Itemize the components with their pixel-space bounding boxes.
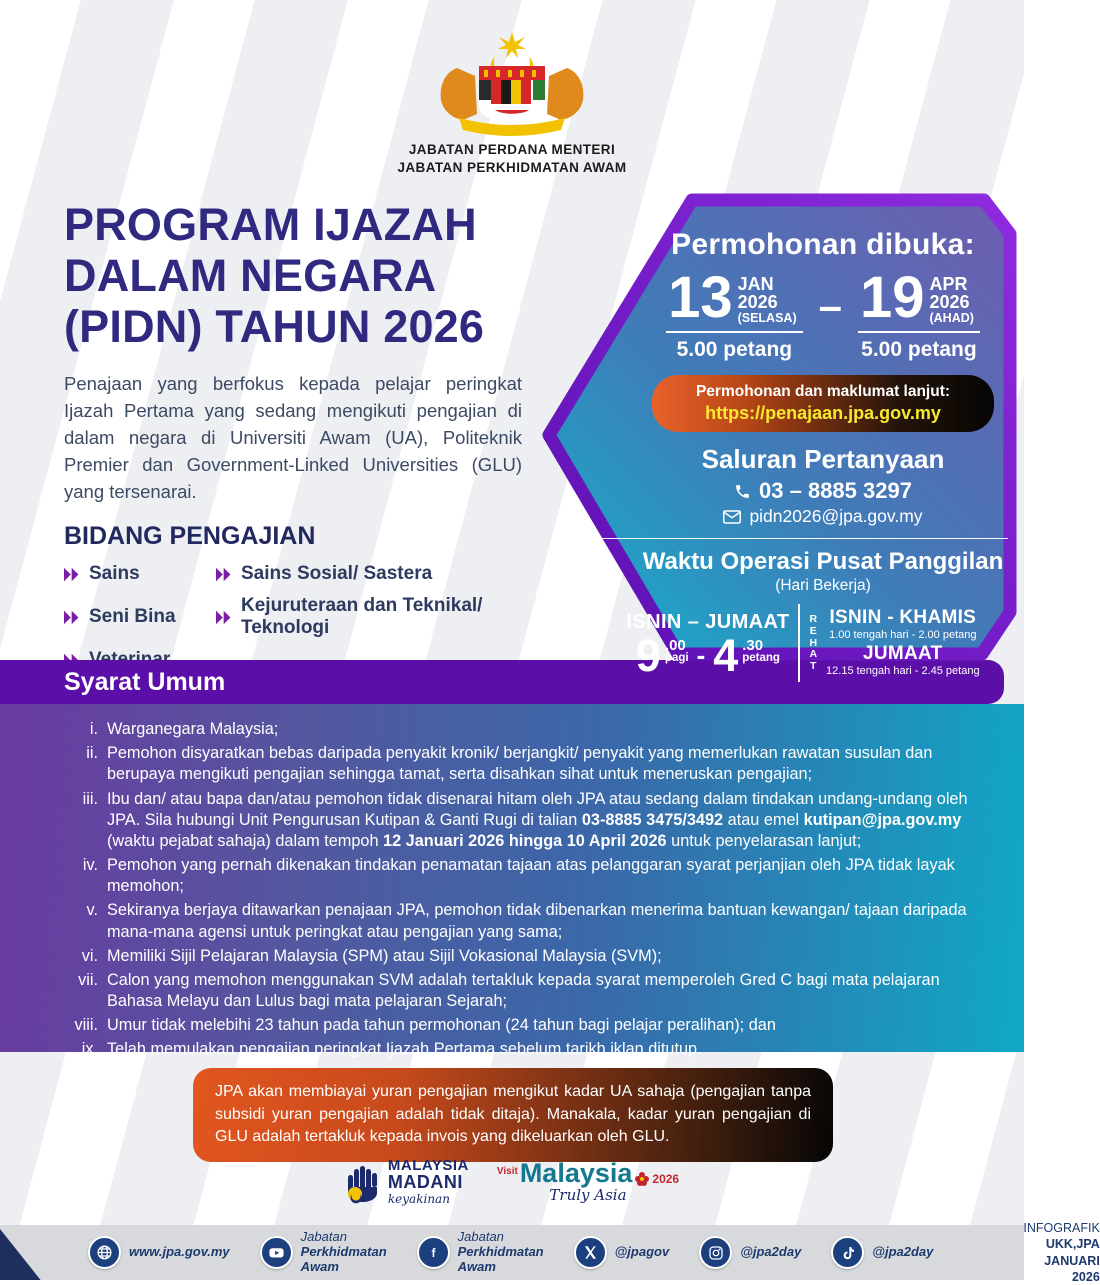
- svg-text:f: f: [431, 1245, 436, 1260]
- agency-line2: JABATAN PERKHIDMATAN AWAM: [397, 159, 627, 175]
- rehat-letter: A: [809, 648, 818, 661]
- operating-days: ISNIN – JUMAAT: [626, 610, 790, 633]
- syarat-item: [58, 946, 980, 967]
- rehat-letter: H: [809, 636, 818, 649]
- syarat-umum-heading: Syarat Umum: [64, 668, 226, 696]
- visit-label: Visit: [496, 1166, 518, 1177]
- hibiscus-icon: [634, 1171, 650, 1187]
- footer-bar: [0, 1221, 1100, 1284]
- syarat-item: [58, 719, 980, 740]
- end-day: 19: [859, 265, 925, 330]
- footer-social-tiktok[interactable]: [831, 1236, 933, 1269]
- footer-social-facebook[interactable]: [417, 1230, 544, 1275]
- application-url[interactable]: https://penajaan.jpa.gov.my: [705, 403, 941, 424]
- rehat-times: [826, 607, 980, 679]
- email-icon: [723, 510, 741, 524]
- syarat-item-text: Warganegara Malaysia;: [107, 720, 279, 738]
- intro-paragraph: Penajaan yang berfokus kepada pelajar peringkat Ijazah Pertama yang sedang mengikuti pengajian di dalam negara di Universiti Awam (UA), Politeknik Premier dan Government-Linked Universities (GLU) yang tersenarai.: [64, 373, 522, 502]
- bidang-item: [216, 595, 564, 639]
- hours-divider: [798, 604, 800, 682]
- footer-social-label: Jabatan Perkhidmatan Awam: [457, 1229, 544, 1274]
- start-day: 13: [668, 265, 733, 330]
- syarat-item-numeral: vii.: [78, 970, 98, 989]
- syarat-item: [58, 789, 980, 853]
- application-open-heading: Permohonan dibuka:: [671, 228, 975, 261]
- bidang-item: [64, 595, 212, 639]
- malaysia-coat-of-arms: [417, 30, 607, 143]
- bidang-item-label: Seni Bina: [89, 606, 176, 627]
- credit-line2: JANUARI 2026: [1044, 1253, 1100, 1284]
- footer-socials: [88, 1230, 933, 1275]
- syarat-item-numeral: iii.: [82, 789, 98, 808]
- syarat-item: [58, 900, 980, 942]
- syarat-item-numeral: iv.: [82, 856, 98, 875]
- end-time: 5.00 petang: [861, 338, 977, 362]
- syarat-item-text: Calon yang memohon menggunakan SVM adalah tertakluk kepada syarat memperoleh Gred C bagi mata pelajaran Bahasa Melayu dan Lulus bagi mata pelajaran Sejarah;: [107, 970, 940, 1011]
- footer-social-label: @jpa2day: [872, 1244, 934, 1260]
- call-center-subheading: (Hari Bekerja): [775, 577, 871, 595]
- syarat-umum-section: [0, 704, 1024, 1059]
- rehat-letter: T: [810, 660, 817, 673]
- bidang-item: [64, 563, 212, 585]
- rehat-letter: R: [809, 613, 818, 626]
- application-url-pill[interactable]: [652, 375, 994, 432]
- rehat-days: ISNIN - KHAMIS: [829, 607, 977, 629]
- facebook-icon: [417, 1236, 450, 1269]
- footer-social-label: www.jpa.gov.my: [129, 1244, 230, 1260]
- bidang-item-label: Kejuruteraan dan Teknikal/ Teknologi: [241, 595, 483, 638]
- logos-row: [0, 1158, 1024, 1205]
- globe-icon: [88, 1236, 121, 1269]
- visit-malaysia-word: Malaysia: [519, 1158, 633, 1188]
- title-line1: PROGRAM IJAZAH: [64, 199, 477, 250]
- syarat-item-numeral: vi.: [81, 946, 98, 965]
- syarat-item: [58, 855, 980, 897]
- footer-social-label: @jpagov: [614, 1244, 670, 1260]
- instagram-icon: [699, 1236, 732, 1269]
- rehat-letter: E: [809, 624, 817, 637]
- rehat-time: 1.00 tengah hari - 2.00 petang: [829, 629, 977, 642]
- title-line3: (PIDN) TAHUN 2026: [64, 300, 485, 352]
- contact-email-row[interactable]: [638, 506, 1008, 527]
- bidang-pengajian-section: [64, 522, 564, 671]
- footer-social-label: @jpa2day: [740, 1244, 802, 1260]
- syarat-item: [58, 970, 980, 1012]
- start-time: 5.00 petang: [676, 338, 793, 362]
- end-year: 2026: [929, 292, 970, 313]
- syarat-item-text: Memiliki Sijil Pelajaran Malaysia (SPM) atau Sijil Vokasional Malaysia (SVM);: [107, 946, 662, 965]
- contact-phone-row[interactable]: [638, 478, 1008, 504]
- truly-asia-script: Truly Asia: [549, 1186, 627, 1204]
- madani-script: keyakinan: [387, 1192, 450, 1206]
- syarat-item-numeral: ix.: [81, 1040, 98, 1059]
- call-center-hours: [598, 604, 1008, 682]
- syarat-item-numeral: i.: [89, 720, 98, 738]
- end-weekday: (AHAD): [929, 310, 974, 325]
- syarat-item-numeral: viii.: [74, 1016, 98, 1035]
- application-dates: [638, 265, 1008, 362]
- footer-social-x[interactable]: [574, 1236, 670, 1269]
- close-hour: 4: [713, 629, 739, 681]
- credit-line1: INFOGRAFIK UKK,JPA: [1023, 1221, 1100, 1252]
- fee-note: JPA akan membiayai yuran pengajian mengikut kadar UA sahaja (pengajian tanpa subsidi yuran pengajian adalah tidak ditaja). Manakala, kadar yuran pengajian di GLU adalah tertakluk kepada invois yang dikeluarkan oleh GLU.: [193, 1068, 833, 1162]
- open-hour: 9: [635, 629, 661, 681]
- hexagon-content: [626, 208, 1008, 681]
- syarat-item-text: Ibu dan/ atau bapa dan/atau pemohon tidak disenarai hitam oleh JPA atau sedang dalam tindakan undang-undang oleh JPA. Sila hubungi Unit Pengurusan Kutipan & Ganti Rugi di talian 03-8885 3475/3492 atau emel kutipan@jpa.gov.my (waktu pejabat sahaja) dalam tempoh 12 Januari 2026 hingga 10 April 2026 untuk penyelarasan lanjut;: [107, 789, 968, 850]
- open-minutes: .00: [664, 636, 686, 654]
- bidang-list: [64, 563, 564, 671]
- contact-heading: Saluran Pertanyaan: [701, 444, 945, 475]
- hours-dash: -: [696, 639, 706, 670]
- bidang-item-label: Sains: [89, 563, 140, 584]
- syarat-umum-list: [0, 704, 1024, 1061]
- agency-line1: JABATAN PERDANA MENTERI: [408, 142, 616, 157]
- close-minutes: .30: [742, 636, 764, 654]
- syarat-item-text: Pemohon disyaratkan bebas daripada penyakit kronik/ berjangkit/ penyakit yang memerlukan rawatan susulan dan berupaya mengikuti pengajian sehingga tamat, serta disahkan sihat untuk meneruskan pengajian;: [107, 744, 933, 784]
- double-chevron-icon: [216, 610, 233, 625]
- syarat-item: [58, 1039, 980, 1060]
- end-date: [858, 265, 980, 362]
- syarat-item-numeral: ii.: [86, 744, 98, 763]
- open-unit: pagi: [664, 651, 689, 664]
- title-line2: DALAM NEGARA: [64, 249, 437, 301]
- application-info-hexagon: [542, 192, 1024, 681]
- rehat-days: JUMAAT: [863, 643, 943, 665]
- footer-social-label: Jabatan Perkhidmatan Awam: [300, 1229, 387, 1274]
- tiktok-icon: [831, 1236, 864, 1269]
- start-date: [666, 265, 803, 362]
- date-range-dash: –: [818, 282, 842, 329]
- syarat-item-text: Umur tidak melebihi 23 tahun pada tahun permohonan (24 tahun bagi pelajar peralihan); dan: [107, 1016, 776, 1035]
- operating-hours: [626, 610, 790, 681]
- url-pill-label: Permohonan dan maklumat lanjut:: [695, 383, 951, 401]
- footer-social-globe[interactable]: [88, 1236, 230, 1269]
- double-chevron-icon: [216, 567, 233, 582]
- infographic-credit: [1023, 1220, 1099, 1285]
- contact-email: pidn2026@jpa.gov.my: [749, 506, 923, 527]
- start-month: JAN: [737, 274, 774, 294]
- syarat-item: [58, 1015, 980, 1036]
- start-year: 2026: [737, 292, 778, 313]
- contact-phone: 03 – 8885 3297: [759, 478, 912, 504]
- bidang-item: [216, 563, 564, 585]
- footer-social-youtube[interactable]: [260, 1230, 387, 1275]
- syarat-item: [58, 743, 980, 785]
- footer-social-instagram[interactable]: [699, 1236, 801, 1269]
- bidang-item-label: Sains Sosial/ Sastera: [241, 563, 433, 584]
- phone-icon: [734, 483, 751, 500]
- rehat-label: [809, 614, 817, 673]
- youtube-icon: [260, 1236, 293, 1269]
- double-chevron-icon: [64, 610, 81, 625]
- rehat-time: 12.15 tengah hari - 2.45 petang: [826, 665, 980, 678]
- syarat-item-text: Sekiranya berjaya ditawarkan penajaan JPA, pemohon tidak dibenarkan menerima bantuan kewangan/ tajaan daripada mana-mana agensi untuk peringkat atau pengajian yang sama;: [107, 901, 967, 941]
- agency-name: [0, 141, 1024, 176]
- madani-hand-icon: [345, 1161, 381, 1203]
- page-title: [64, 200, 554, 353]
- madani-line1: MALAYSIA: [387, 1157, 469, 1174]
- bidang-heading: BIDANG PENGAJIAN: [64, 522, 316, 550]
- hexagon-divider: [583, 538, 1008, 539]
- close-unit: petang: [742, 651, 780, 664]
- visit-malaysia-logo: [497, 1160, 679, 1203]
- double-chevron-icon: [64, 567, 81, 582]
- syarat-item-text: Telah memulakan pengajian peringkat Ijazah Pertama sebelum tarikh iklan ditutup.: [107, 1040, 702, 1059]
- syarat-item-text: Pemohon yang pernah dikenakan tindakan penamatan tajaan atas pelanggaran syarat perjanjian oleh JPA tidak layak memohon;: [107, 856, 955, 896]
- syarat-item-numeral: v.: [86, 901, 98, 920]
- x-icon: [574, 1236, 607, 1269]
- madani-line2: MADANI: [387, 1172, 463, 1192]
- call-center-heading: Waktu Operasi Pusat Panggilan: [642, 548, 1004, 576]
- coat-of-arms-graphic: [417, 30, 607, 138]
- start-weekday: (SELASA): [737, 310, 797, 325]
- visit-malaysia-year: 2026: [652, 1172, 680, 1186]
- malaysia-madani-logo: [345, 1158, 469, 1205]
- end-month: APR: [929, 274, 968, 294]
